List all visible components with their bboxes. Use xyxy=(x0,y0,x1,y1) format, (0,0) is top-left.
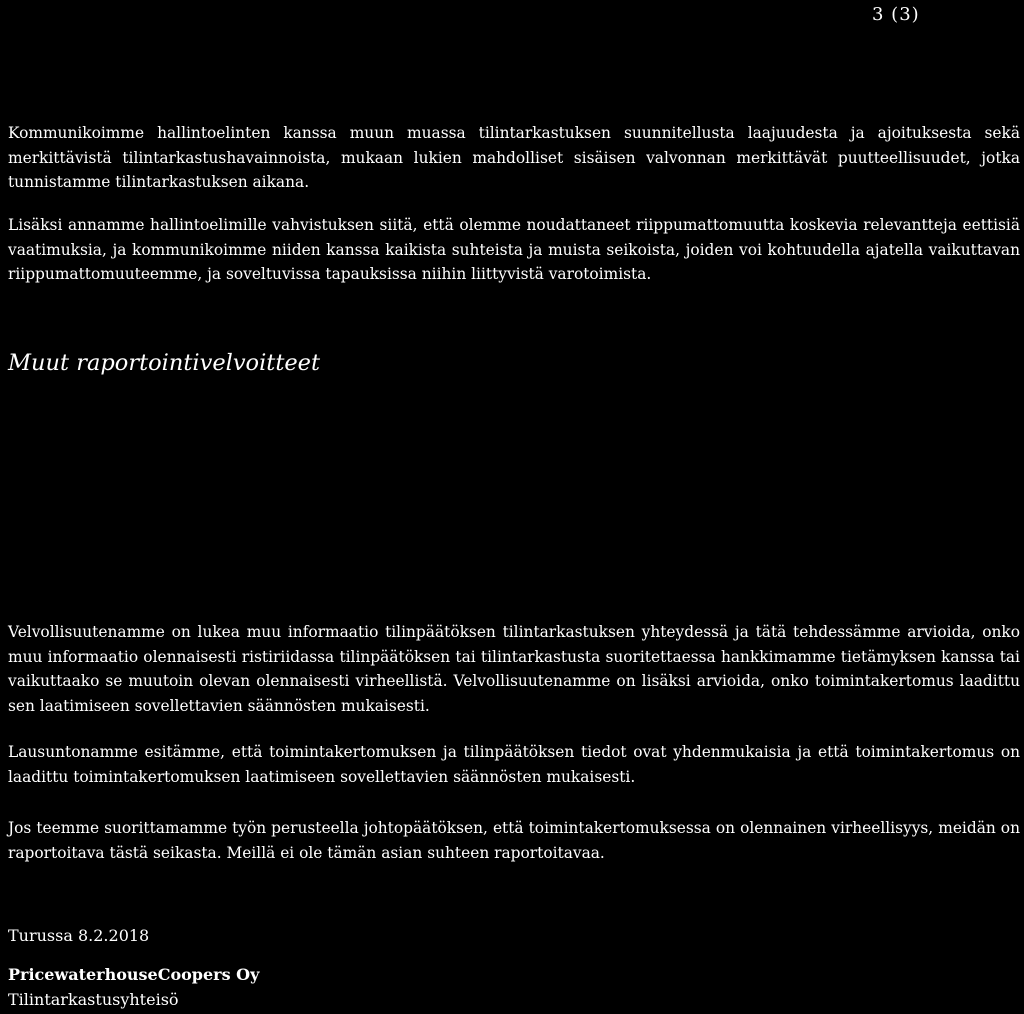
place-date: Turussa 8.2.2018 xyxy=(8,926,150,945)
company-name: PricewaterhouseCoopers Oy xyxy=(8,965,260,984)
paragraph-independence: Lisäksi annamme hallintoelimille vahvistuksen siitä, että olemme noudattaneet riippumattomuutta koskevia relevantteja eettisiä vaatimuksia, ja kommunikoimme niiden kanssa kaikista suhteista ja muista seikoista, joiden voi kohtuudella ajatella vaikuttavan riippumattomuuteemme, ja soveltuvissa tapauksissa niihin liittyvistä varotoimista. xyxy=(8,216,1020,283)
paragraph-reporting: Jos teemme suorittamamme työn perusteella johtopäätöksen, että toimintakertomuksessa on olennainen virheellisyys, meidän on raportoitava tästä seikasta. Meillä ei ole tämän asian suhteen raportoitavaa. xyxy=(8,819,1020,862)
company-type: Tilintarkastusyhteisö xyxy=(8,990,179,1009)
paragraph-statement: Lausuntonamme esitämme, että toimintakertomuksen ja tilinpäätöksen tiedot ovat yhdenmukaisia ja että toimintakertomus on laadittu toimintakertomuksen laatimiseen sovellettavien säännösten mukaisesti. xyxy=(8,743,1020,786)
section-heading: Muut raportointivelvoitteet xyxy=(8,350,321,376)
paragraph-communication: Kommunikoimme hallintoelinten kanssa muun muassa tilintarkastuksen suunnitellusta laajuudesta ja ajoituksesta sekä merkittävistä tilintarkastushavainnoista, mukaan lukien mahdolliset sisäisen valvonnan merkittävät puutteellisuudet, jotka tunnistamme tilintarkastuksen aikana. xyxy=(8,124,1020,191)
paragraph-other-information: Velvollisuutenamme on lukea muu informaatio tilinpäätöksen tilintarkastuksen yhteydessä ja tätä tehdessämme arvioida, onko muu informaatio olennaisesti ristiriidassa tilinpäätöksen tai tilintarkastusta suoritettaessa hankkimamme tietämyksen kanssa tai vaikuttaako se muutoin olevan olennaisesti virheellistä. Velvollisuutenamme on lisäksi arvioida, onko toimintakertomus laadittu sen laatimiseen sovellettavien säännösten mukaisesti. xyxy=(8,623,1020,715)
page-number: 3 (3) xyxy=(872,4,920,25)
